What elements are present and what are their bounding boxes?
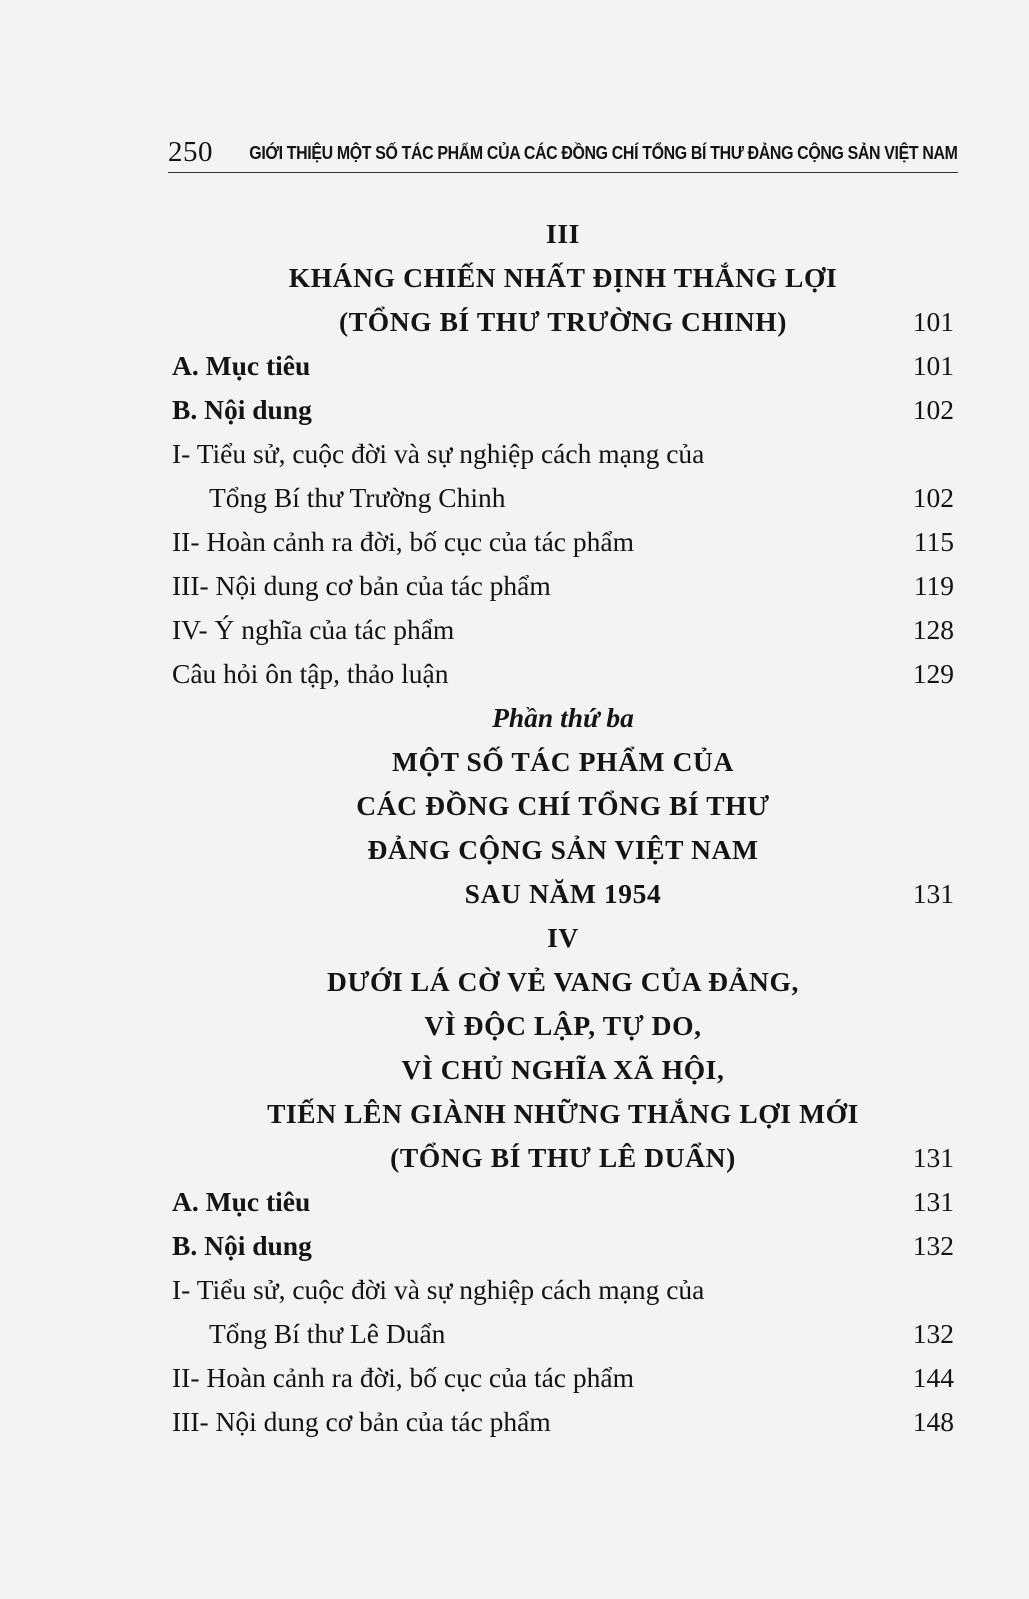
table-of-contents [172, 212, 954, 1444]
toc-entry-page: 132 [912, 1230, 954, 1261]
toc-entry [172, 872, 954, 916]
toc-entry [172, 256, 954, 300]
toc-entry-text: Phần thứ ba [492, 702, 634, 733]
toc-entry-text: IV- Ý nghĩa của tác phẩm [172, 614, 455, 645]
toc-entry [172, 696, 954, 740]
toc-entry-text: VÌ CHỦ NGHĨA XÃ HỘI, [401, 1054, 725, 1085]
toc-entry-page: 101 [912, 350, 954, 381]
toc-entry-page: 148 [912, 1406, 954, 1437]
toc-entry [172, 1356, 954, 1400]
toc-entry [172, 344, 954, 388]
toc-entry-text: IV [547, 922, 579, 953]
toc-entry [172, 1180, 954, 1224]
toc-entry [172, 212, 954, 256]
toc-entry-page: 128 [912, 614, 954, 645]
toc-entry-page: 102 [912, 482, 954, 513]
toc-entry [172, 476, 954, 520]
toc-entry-text: I- Tiểu sử, cuộc đời và sự nghiệp cách mạng của [172, 438, 705, 469]
toc-entry [172, 388, 954, 432]
toc-entry [172, 1004, 954, 1048]
toc-entry-text: III- Nội dung cơ bản của tác phẩm [172, 1406, 551, 1437]
toc-entry-page: 132 [912, 1318, 954, 1349]
toc-entry [172, 1048, 954, 1092]
toc-entry [172, 1092, 954, 1136]
toc-entry-text: I- Tiểu sử, cuộc đời và sự nghiệp cách mạng của [172, 1274, 705, 1305]
toc-entry-text: DƯỚI LÁ CỜ VẺ VANG CỦA ĐẢNG, [327, 966, 799, 997]
page-number: 250 [168, 136, 213, 168]
toc-entry [172, 916, 954, 960]
toc-entry-text: KHÁNG CHIẾN NHẤT ĐỊNH THẮNG LỢI [288, 262, 838, 293]
toc-entry-text: CÁC ĐỒNG CHÍ TỔNG BÍ THƯ [356, 790, 770, 821]
toc-entry-text: Tổng Bí thư Trường Chinh [209, 482, 506, 513]
toc-entry [172, 652, 954, 696]
toc-entry-text: A. Mục tiêu [172, 350, 311, 381]
toc-entry-page: 102 [912, 394, 954, 425]
toc-entry-page: 131 [912, 878, 954, 909]
running-title: GIỚI THIỆU MỘT SỐ TÁC PHẨM CỦA CÁC ĐỒNG CHÍ TỔNG BÍ THƯ ĐẢNG CỘNG SẢN VIỆT NAM [249, 142, 958, 163]
toc-entry-text: III [546, 218, 580, 249]
toc-entry-text: III- Nội dung cơ bản của tác phẩm [172, 570, 551, 601]
toc-entry-page: 119 [913, 570, 954, 601]
toc-entry-text: Câu hỏi ôn tập, thảo luận [172, 658, 449, 689]
toc-entry-text: TIẾN LÊN GIÀNH NHỮNG THẮNG LỢI MỚI [267, 1098, 859, 1129]
toc-entry-text: A. Mục tiêu [172, 1186, 311, 1217]
toc-entry-text: II- Hoàn cảnh ra đời, bố cục của tác phẩm [172, 526, 634, 557]
toc-entry-text: SAU NĂM 1954 [464, 878, 662, 909]
toc-entry-text: VÌ ĐỘC LẬP, TỰ DO, [424, 1010, 702, 1041]
toc-entry-page: 129 [912, 658, 954, 689]
toc-entry-text: (TỔNG BÍ THƯ LÊ DUẨN) [390, 1142, 736, 1173]
toc-entry-text: B. Nội dung [172, 1230, 312, 1261]
toc-entry-text: B. Nội dung [172, 394, 312, 425]
toc-entry-page: 115 [913, 526, 954, 557]
toc-entry [172, 1400, 954, 1444]
toc-entry-page: 144 [912, 1362, 954, 1393]
toc-entry-page: 131 [912, 1186, 954, 1217]
toc-entry [172, 960, 954, 1004]
toc-entry-text: Tổng Bí thư Lê Duẩn [209, 1318, 446, 1349]
toc-entry-text: MỘT SỐ TÁC PHẨM CỦA [392, 746, 734, 777]
toc-entry-text: II- Hoàn cảnh ra đời, bố cục của tác phẩm [172, 1362, 634, 1393]
page-header [168, 128, 958, 173]
toc-entry [172, 432, 954, 476]
toc-entry [172, 1224, 954, 1268]
toc-entry-page: 101 [912, 306, 954, 337]
toc-entry [172, 1268, 954, 1312]
toc-entry-text: (TỔNG BÍ THƯ TRƯỜNG CHINH) [339, 306, 787, 337]
toc-entry [172, 828, 954, 872]
toc-entry [172, 608, 954, 652]
toc-entry [172, 784, 954, 828]
toc-entry [172, 564, 954, 608]
toc-entry [172, 1136, 954, 1180]
toc-entry-page: 131 [912, 1142, 954, 1173]
toc-entry [172, 300, 954, 344]
toc-entry-text: ĐẢNG CỘNG SẢN VIỆT NAM [367, 834, 759, 865]
toc-entry [172, 740, 954, 784]
toc-entry [172, 520, 954, 564]
toc-entry [172, 1312, 954, 1356]
